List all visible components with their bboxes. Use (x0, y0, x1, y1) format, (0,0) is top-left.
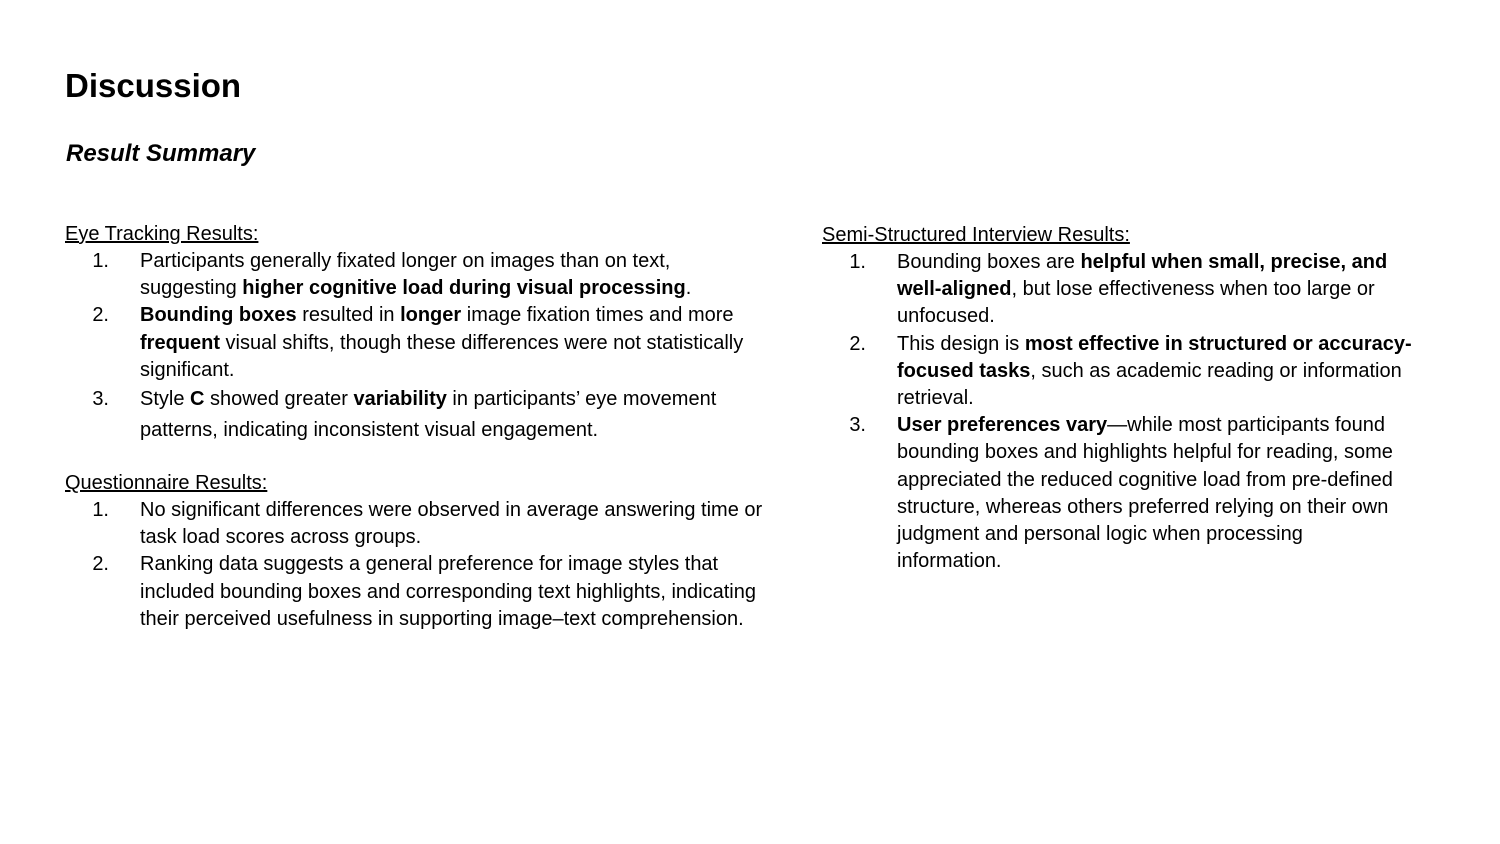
emphasis-text: frequent (140, 331, 220, 354)
list-item-text (140, 304, 743, 380)
eye-tracking-heading: Eye Tracking Results: (65, 223, 259, 245)
body-text: No significant differences were observed in average answering time or task load scores across groups. (140, 499, 763, 549)
body-text: , such as academic reading or information retrieval. (897, 359, 1402, 410)
body-text: resulted in (296, 304, 401, 327)
list-item (65, 497, 765, 551)
list-item (65, 248, 765, 302)
list-item-number: 3. (92, 388, 109, 411)
list-item-text (897, 333, 1412, 409)
list-item-number: 2. (849, 332, 866, 355)
body-text: showed greater (204, 388, 354, 411)
interview-section (822, 222, 1412, 575)
body-text: This design is (897, 332, 1025, 355)
body-text: Participants generally fixated longer on images than on text, suggesting (140, 250, 671, 300)
body-text: . (685, 277, 692, 300)
body-text: Style (140, 388, 191, 411)
eye-tracking-section (65, 221, 765, 446)
emphasis-text: helpful when small, precise, and well-aligned (897, 251, 1388, 301)
list-item-text (140, 553, 756, 629)
emphasis-text: longer (400, 304, 462, 327)
questionnaire-heading: Questionnaire Results: (65, 472, 268, 494)
list-item-number: 1. (92, 250, 109, 272)
body-text: Ranking data suggests a general preference for image styles that included bounding boxes and corresponding text highlights, indicating their perceived usefulness in supporting image–text comprehension. (140, 553, 756, 630)
list-item (65, 384, 765, 446)
list-item-text (140, 388, 716, 441)
list-item-number: 2. (92, 553, 109, 576)
body-text: Bounding boxes are (897, 251, 1081, 273)
list-item-text (897, 251, 1387, 327)
body-text: , but lose effectiveness when too large or unfocused. (897, 278, 1375, 328)
emphasis-text: most effective in structured or accuracy-focused tasks (897, 332, 1412, 382)
list-item-text (897, 414, 1393, 572)
questionnaire-list (65, 497, 765, 633)
body-text: image fixation times and more (461, 304, 734, 327)
list-item-number: 3. (849, 414, 866, 437)
list-item-text (140, 499, 762, 548)
questionnaire-section (65, 470, 765, 633)
body-text: visual shifts, though these differences were not statistically significant. (140, 331, 744, 381)
list-item-text (140, 250, 691, 299)
list-item (822, 331, 1412, 413)
list-item (65, 551, 765, 633)
list-item-number: 1. (849, 251, 866, 273)
list-item (822, 412, 1412, 575)
slide-subtitle: Result Summary (66, 140, 256, 167)
slide-title: Discussion (65, 67, 242, 104)
list-item-number: 2. (92, 304, 109, 327)
body-text: in participants’ eye movement patterns, indicating inconsistent visual engagement. (140, 388, 717, 442)
emphasis-text: User preferences vary (897, 414, 1108, 437)
emphasis-text: higher cognitive load during visual processing (242, 277, 686, 300)
emphasis-text: Bounding boxes (140, 304, 297, 327)
emphasis-text: C (190, 388, 205, 411)
interview-list (822, 249, 1412, 575)
eye-tracking-list (65, 248, 765, 446)
list-item (822, 249, 1412, 331)
body-text: —while most participants found bounding boxes and highlights helpful for reading, some appreciated the reduced cognitive load from pre-defined structure, whereas others preferred relying on their own judgment and personal logic when processing information. (897, 414, 1393, 573)
interview-heading: Semi-Structured Interview Results: (822, 224, 1130, 246)
list-item (65, 302, 765, 384)
emphasis-text: variability (353, 388, 447, 411)
list-item-number: 1. (92, 499, 109, 521)
